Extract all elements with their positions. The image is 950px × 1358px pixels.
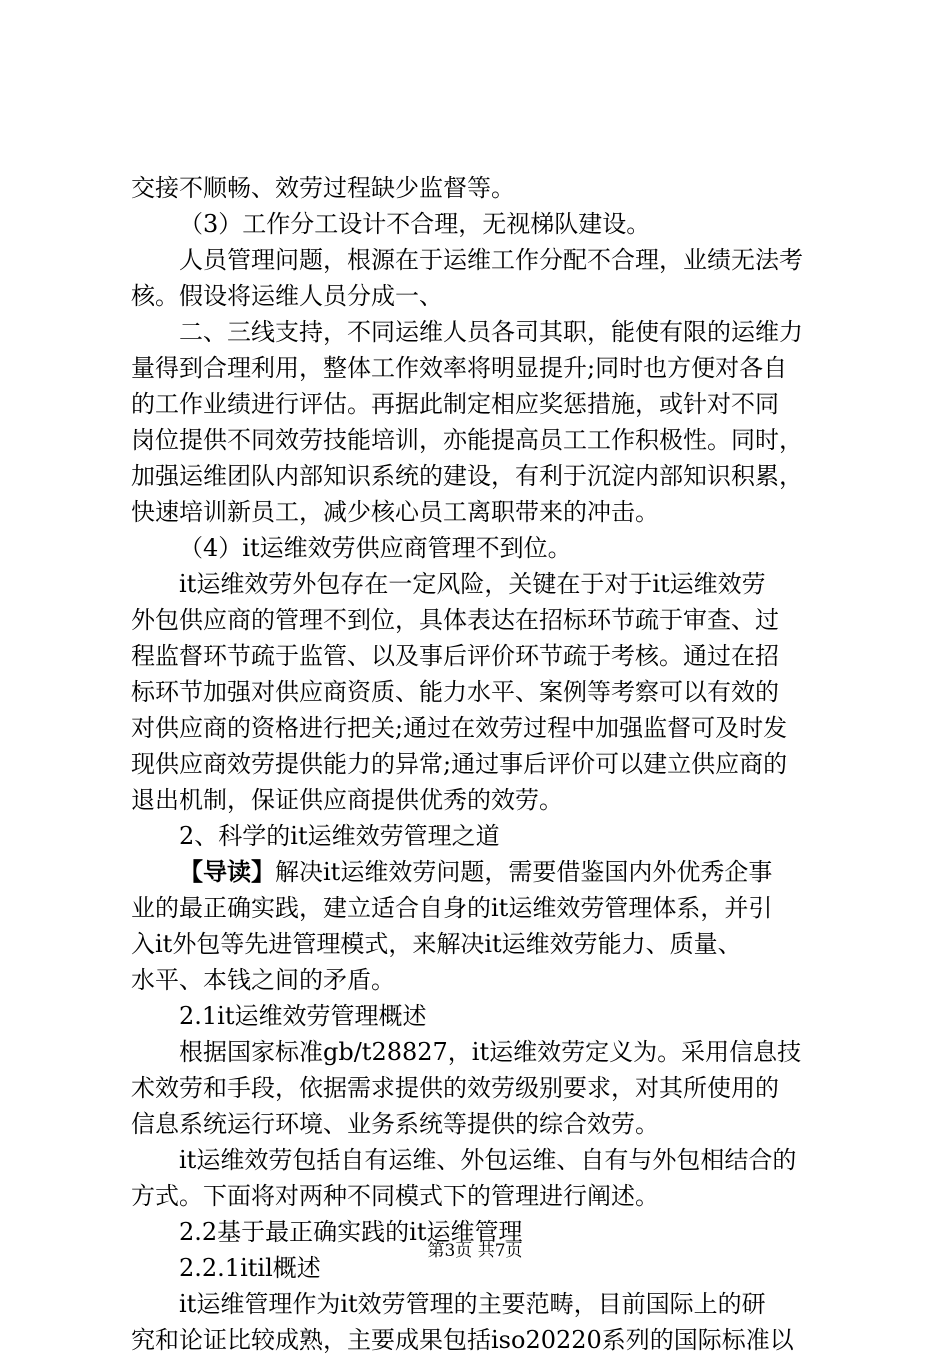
text-line: 人员管理问题，根源在于运维工作分配不合理，业绩无法考 [179,246,803,274]
text-line: it运维效劳包括自有运维、外包运维、自有与外包相结合的 [179,1146,797,1174]
text-line: it运维效劳外包存在一定风险，关键在于对于it运维效劳 [179,570,766,598]
page-number: 第3页 共7页 [427,1241,523,1261]
text-line: 究和论证比较成熟，主要成果包括iso20220系列的国际标准以 [131,1326,794,1354]
text-line: 标环节加强对供应商资质、能力水平、案例等考察可以有效的 [131,678,779,706]
lead-text: 解决it运维效劳问题，需要借鉴国内外优秀企事 [275,858,773,886]
text-line: 术效劳和手段，依据需求提供的效劳级别要求，对其所使用的 [131,1074,779,1102]
text-line: 的工作业绩进行评估。再据此制定相应奖惩措施，或针对不同 [131,390,779,418]
page-footer [0,1239,950,1263]
text-line: 量得到合理利用，整体工作效率将明显提升;同时也方便对各自 [131,354,788,382]
section-heading: 2、科学的it运维效劳管理之道 [179,822,500,850]
document-body [131,170,831,1358]
text-line: 现供应商效劳提供能力的异常;通过事后评价可以建立供应商的 [131,750,788,778]
section-heading: 2.2基于最正确实践的it运维管理 [179,1218,523,1246]
text-line: 加强运维团队内部知识系统的建设，有利于沉淀内部知识积累， [131,462,803,490]
section-heading: 2.2.1itil概述 [179,1254,321,1282]
text-line: 信息系统运行环境、业务系统等提供的综合效劳。 [131,1110,659,1138]
text-line: 核。假设将运维人员分成一、 [131,282,443,310]
text-line: 对供应商的资格进行把关;通过在效劳过程中加强监督可及时发 [131,714,788,742]
lead-label: 【导读】 [179,857,275,886]
section-heading: 2.1it运维效劳管理概述 [179,1002,427,1030]
text-line: it运维管理作为it效劳管理的主要范畴，目前国际上的研 [179,1290,766,1318]
lead-paragraph-line [131,854,831,890]
text-line: 岗位提供不同效劳技能培训，亦能提高员工工作积极性。同时， [131,426,803,454]
text-line: 退出机制，保证供应商提供优秀的效劳。 [131,786,563,814]
text-line: 入it外包等先进管理模式，来解决it运维效劳能力、质量、 [131,930,742,958]
text-line: 方式。下面将对两种不同模式下的管理进行阐述。 [131,1182,659,1210]
text-line: （4）it运维效劳供应商管理不到位。 [179,534,572,562]
text-line: 程监督环节疏于监管、以及事后评价环节疏于考核。通过在招 [131,642,779,670]
text-line: 二、三线支持，不同运维人员各司其职，能使有限的运维力 [179,318,803,346]
text-line: 根据国家标准gb/t28827，it运维效劳定义为。采用信息技 [179,1038,802,1066]
text-line: 外包供应商的管理不到位，具体表达在招标环节疏于审查、过 [131,606,779,634]
text-line: 快速培训新员工，减少核心员工离职带来的冲击。 [131,498,659,526]
text-line: 水平、本钱之间的矛盾。 [131,966,395,994]
text-line: （3）工作分工设计不合理，无视梯队建设。 [179,210,651,238]
text-line: 业的最正确实践，建立适合自身的it运维效劳管理体系，并引 [131,894,773,922]
text-line: 交接不顺畅、效劳过程缺少监督等。 [131,174,515,202]
